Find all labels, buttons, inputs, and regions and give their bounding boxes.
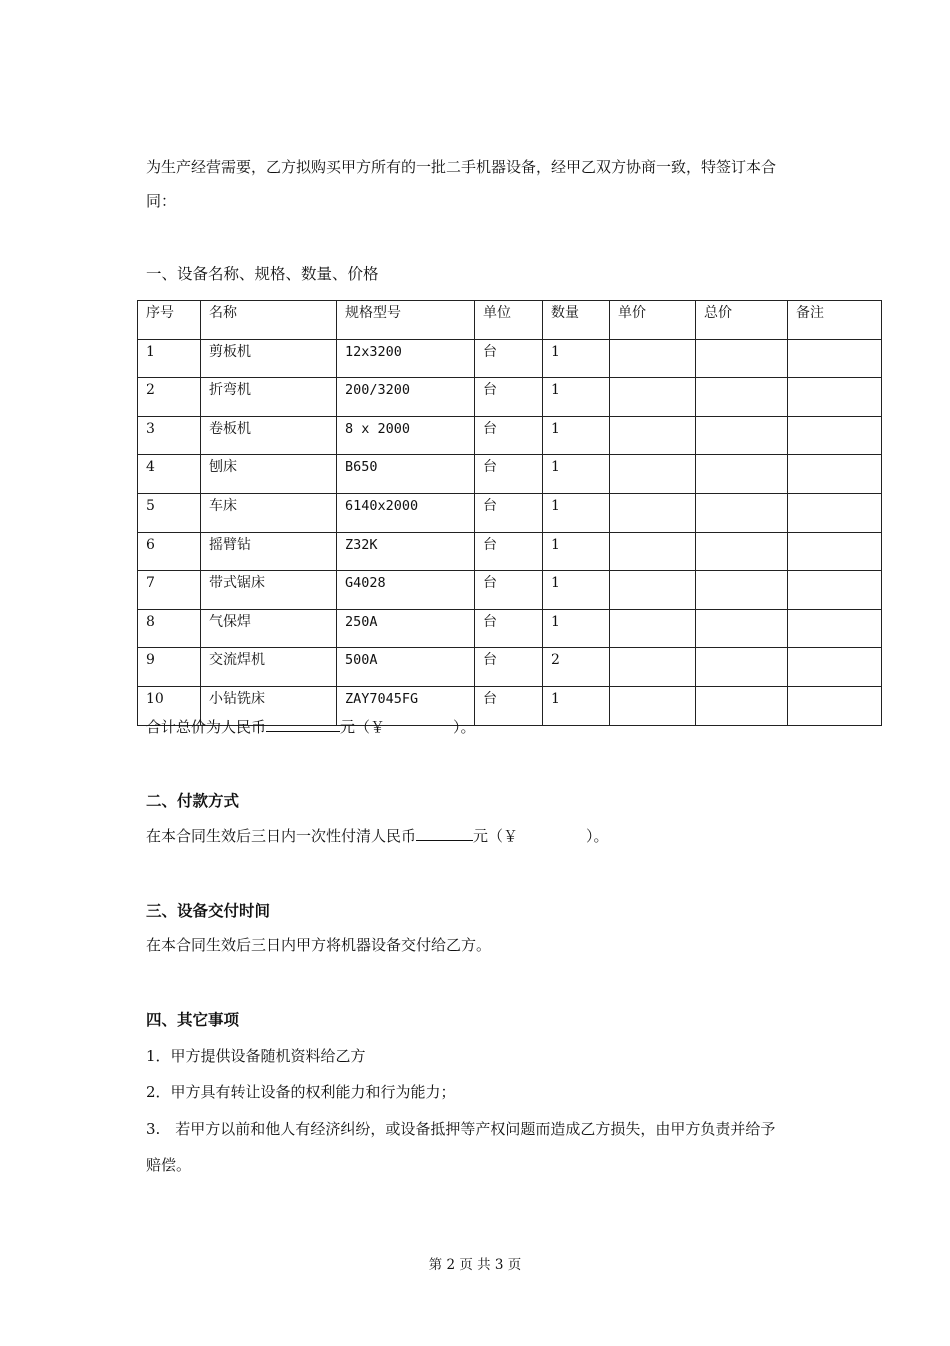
table-cell: 折弯机 bbox=[201, 378, 337, 417]
delivery-text: 在本合同生效后三日内甲方将机器设备交付给乙方。 bbox=[146, 936, 492, 954]
table-cell: 摇臂钻 bbox=[201, 532, 337, 571]
table-cell bbox=[696, 493, 788, 532]
section-3-heading: 三、设备交付时间 bbox=[146, 901, 271, 920]
table-cell bbox=[788, 571, 882, 610]
other-item-2: 2．甲方具有转让设备的权利能力和行为能力； bbox=[146, 1083, 456, 1101]
table-cell bbox=[696, 455, 788, 494]
payment-amount-blank bbox=[416, 826, 473, 841]
table-cell: 1 bbox=[543, 532, 610, 571]
table-cell bbox=[610, 378, 696, 417]
table-cell bbox=[696, 416, 788, 455]
table-cell: 气保焊 bbox=[201, 609, 337, 648]
table-cell bbox=[696, 686, 788, 725]
intro-line-2: 同： bbox=[146, 192, 177, 210]
table-cell bbox=[610, 455, 696, 494]
table-row bbox=[138, 571, 882, 610]
table-cell: 1 bbox=[543, 571, 610, 610]
header-cell: 备注 bbox=[788, 301, 882, 340]
table-cell bbox=[788, 686, 882, 725]
intro-line-1: 为生产经营需要，乙方拟购买甲方所有的一批二手机器设备，经甲乙双方协商一致，特签订本合 bbox=[146, 158, 777, 176]
total-amount-blank bbox=[266, 717, 340, 732]
other-item-3-line-2: 赔偿。 bbox=[146, 1156, 192, 1174]
table-header-row bbox=[138, 301, 882, 340]
table-cell: 1 bbox=[543, 378, 610, 417]
table-cell bbox=[610, 339, 696, 378]
table-cell bbox=[788, 648, 882, 687]
table-cell: 台 bbox=[475, 493, 543, 532]
table-cell bbox=[696, 339, 788, 378]
table-cell: 1 bbox=[543, 416, 610, 455]
table-cell: 6140x2000 bbox=[337, 493, 475, 532]
table-cell: 8 x 2000 bbox=[337, 416, 475, 455]
header-cell: 名称 bbox=[201, 301, 337, 340]
header-cell: 总价 bbox=[696, 301, 788, 340]
header-cell: 单价 bbox=[610, 301, 696, 340]
table-cell: 1 bbox=[543, 455, 610, 494]
table-cell bbox=[788, 532, 882, 571]
table-cell: 台 bbox=[475, 416, 543, 455]
table-cell: B650 bbox=[337, 455, 475, 494]
table-row bbox=[138, 378, 882, 417]
table-row bbox=[138, 416, 882, 455]
table-cell bbox=[788, 339, 882, 378]
payment-prefix: 在本合同生效后三日内一次性付清人民币 bbox=[146, 827, 417, 845]
table-cell: 8 bbox=[138, 609, 201, 648]
table-cell: 1 bbox=[138, 339, 201, 378]
table-cell: 交流焊机 bbox=[201, 648, 337, 687]
table-cell: 卷板机 bbox=[201, 416, 337, 455]
table-row bbox=[138, 648, 882, 687]
header-cell: 规格型号 bbox=[337, 301, 475, 340]
table-cell: 7 bbox=[138, 571, 201, 610]
table-cell bbox=[696, 648, 788, 687]
table-row bbox=[138, 532, 882, 571]
table-cell bbox=[788, 493, 882, 532]
table-cell: G4028 bbox=[337, 571, 475, 610]
total-price-prefix: 合计总价为人民币 bbox=[146, 718, 267, 736]
intro-paragraph bbox=[146, 150, 816, 218]
table-cell bbox=[696, 571, 788, 610]
table-cell bbox=[610, 532, 696, 571]
table-cell bbox=[610, 686, 696, 725]
table-cell: 3 bbox=[138, 416, 201, 455]
table-cell: ZAY7045FG bbox=[337, 686, 475, 725]
table-cell: 台 bbox=[475, 648, 543, 687]
table-cell: 1 bbox=[543, 609, 610, 648]
header-cell: 数量 bbox=[543, 301, 610, 340]
table-cell bbox=[610, 571, 696, 610]
table-cell: 6 bbox=[138, 532, 201, 571]
table-cell: 车床 bbox=[201, 493, 337, 532]
header-cell: 单位 bbox=[475, 301, 543, 340]
equipment-table bbox=[137, 300, 882, 726]
total-price-suffix: ）。 bbox=[453, 718, 476, 736]
other-item-3-line-1: 3. 若甲方以前和他人有经济纠纷，或设备抵押等产权问题而造成乙方损失，由甲方负责并给予 bbox=[146, 1120, 776, 1138]
page-number-footer: 第 2 页 共 3 页 bbox=[428, 1257, 522, 1273]
payment-suffix: ）。 bbox=[586, 827, 609, 845]
total-price-line bbox=[146, 716, 476, 737]
table-row bbox=[138, 455, 882, 494]
table-cell: 台 bbox=[475, 571, 543, 610]
payment-line bbox=[146, 825, 609, 846]
table-cell: 小钻铣床 bbox=[201, 686, 337, 725]
table-cell: 5 bbox=[138, 493, 201, 532]
table-cell: 带式锯床 bbox=[201, 571, 337, 610]
table-cell: 12x3200 bbox=[337, 339, 475, 378]
table-cell: 500A bbox=[337, 648, 475, 687]
table-cell: 台 bbox=[475, 686, 543, 725]
table-cell: 刨床 bbox=[201, 455, 337, 494]
table-cell: 10 bbox=[138, 686, 201, 725]
table-cell: 台 bbox=[475, 339, 543, 378]
table-cell bbox=[788, 416, 882, 455]
table-row bbox=[138, 493, 882, 532]
table-cell bbox=[788, 609, 882, 648]
table-cell: 4 bbox=[138, 455, 201, 494]
table-cell bbox=[610, 416, 696, 455]
table-cell: Z32K bbox=[337, 532, 475, 571]
table-cell: 2 bbox=[543, 648, 610, 687]
table-cell: 台 bbox=[475, 455, 543, 494]
header-cell: 序号 bbox=[138, 301, 201, 340]
table-cell bbox=[610, 648, 696, 687]
table-cell: 台 bbox=[475, 378, 543, 417]
other-item-1: 1．甲方提供设备随机资料给乙方 bbox=[146, 1047, 366, 1065]
table-cell bbox=[788, 455, 882, 494]
table-cell: 200/3200 bbox=[337, 378, 475, 417]
table-cell: 2 bbox=[138, 378, 201, 417]
table-row bbox=[138, 339, 882, 378]
table-cell: 剪板机 bbox=[201, 339, 337, 378]
table-cell bbox=[610, 609, 696, 648]
section-2-heading: 二、付款方式 bbox=[146, 791, 240, 810]
section-4-heading: 四、其它事项 bbox=[146, 1010, 240, 1029]
table-cell: 9 bbox=[138, 648, 201, 687]
table-cell: 台 bbox=[475, 532, 543, 571]
total-price-mid: 元（￥ bbox=[340, 718, 386, 736]
table-cell: 1 bbox=[543, 686, 610, 725]
table-cell bbox=[788, 378, 882, 417]
section-1-heading: 一、设备名称、规格、数量、价格 bbox=[146, 265, 379, 283]
table-cell bbox=[696, 532, 788, 571]
table-cell bbox=[696, 378, 788, 417]
table-cell: 1 bbox=[543, 339, 610, 378]
table-row bbox=[138, 609, 882, 648]
payment-mid: 元（￥ bbox=[473, 827, 519, 845]
table-cell bbox=[610, 493, 696, 532]
table-cell: 1 bbox=[543, 493, 610, 532]
table-cell: 250A bbox=[337, 609, 475, 648]
table-cell: 台 bbox=[475, 609, 543, 648]
table-cell bbox=[696, 609, 788, 648]
